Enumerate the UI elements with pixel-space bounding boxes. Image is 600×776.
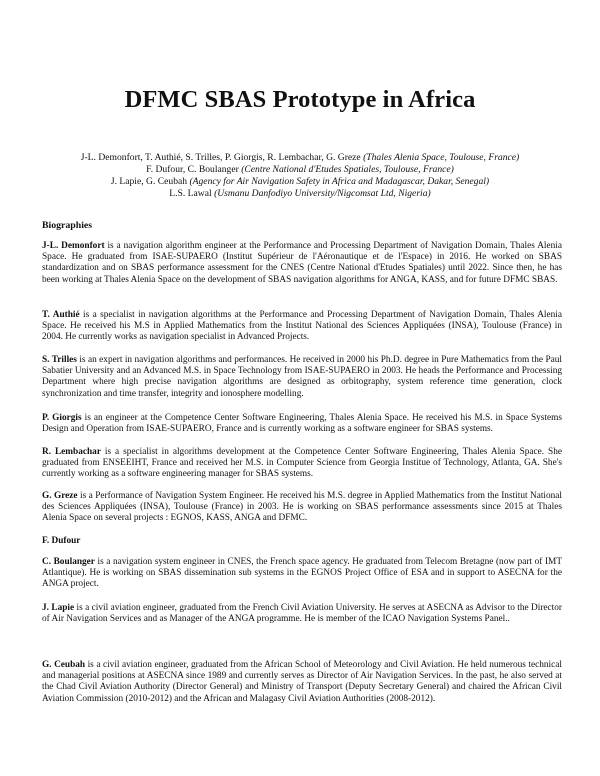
- bio-text: is an engineer at the Competence Center Software Engineering, Thales Alenia Space. He received his M.S. in Space Systems Design and Operation from ISAE-SUPAERO, France and is currently working as a software engineer for SBAS systems.: [42, 413, 562, 435]
- author-affiliation: (Usmanu Danfodiyo University/Nigcomsat Ltd, Nigeria): [214, 187, 431, 199]
- bio-paragraph: [42, 603, 562, 625]
- author-line: [30, 152, 570, 164]
- bio-text: is a Performance of Navigation System Engineer. He received his M.S. degree in Applied Mathematics from the Institut National des Sciences Appliquées (INSA), Toulouse (France) in 2003. He is working on SBAS performance assessments since 2015 at Thales Alenia Space on several projects : EGNOS, KASS, ANGA and DFMC.: [42, 491, 562, 524]
- bio-name: C. Boulanger: [42, 557, 95, 567]
- bio-text: is an expert in navigation algorithms and performances. He received in 2000 his Ph.D. degree in Pure Mathematics from the Paul Sabatier University and an Advanced M.S. in Space Technology from ISAE-SUPAERO in 2003. He heads the Performance and Processing Department where high precise navigation algorithms are designed as orbitography, system reference time generation, clock synchronization and time transfer, integrity and ionosphere modelling.: [42, 355, 562, 399]
- biographies-heading: Biographies: [42, 220, 93, 231]
- author-names: J. Lapie, G. Ceubah: [110, 175, 188, 187]
- bio-paragraph: [42, 447, 562, 481]
- bio-name: J-L. Demonfort: [42, 241, 105, 251]
- bio-text: is a specialist in navigation algorithms at the Performance and Processing Department of Navigation Domain, Thales Alenia Space. He received his M.S in Applied Mathematics from the Institut National des Sciences Appliquées (INSA), Toulouse (France) in 2004. He currently works as navigation specialist in Advanced Projects.: [42, 310, 562, 343]
- author-affiliation: (Centre National d'Etudes Spatiales, Toulouse, France): [241, 163, 454, 175]
- author-names: L.S. Lawal: [169, 187, 212, 199]
- bio-text: is a navigation algorithm engineer at the Performance and Processing Department of Navigation Domain, Thales Alenia Space. He graduated from ISAE-SUPAERO (Institut Supérieur de l'Aéronautique et de l'Espace) in 2016. He worked on SBAS standardization and on SBAS performance assessment for the CNES (Centre National d'Etudes Spatiales) until 2022. Since then, he has been working at Thales Alenia Space on the development of SBAS navigation algorithms for ANGA, KASS, and for future DFMC SBAS.: [42, 241, 562, 285]
- bio-name: R. Lembachar: [42, 447, 101, 457]
- bio-paragraph: [42, 536, 562, 547]
- bio-name: S. Trilles: [42, 355, 77, 365]
- author-names: F. Dufour, C. Boulanger: [146, 163, 239, 175]
- bio-paragraph: [42, 557, 562, 591]
- bio-paragraph: [42, 660, 562, 705]
- bio-paragraph: [42, 310, 562, 344]
- bio-paragraph: [42, 413, 562, 435]
- author-block: [30, 152, 570, 200]
- author-line: [30, 188, 570, 200]
- bio-paragraph: [42, 241, 562, 286]
- author-names: J-L. Demonfort, T. Authié, S. Trilles, P. Giorgis, R. Lembachar, G. Greze: [80, 152, 361, 163]
- bio-name: G. Ceubah: [42, 660, 86, 670]
- bio-paragraph: [42, 491, 562, 525]
- author-line: [30, 176, 570, 188]
- bio-text: is a civil aviation engineer, graduated from the French Civil Aviation University. He serves at ASECNA as Advisor to the Director of Air Navigation Services and as Manager of the ANGA programme. He is member of the ICAO Navigation Systems Panel..: [42, 603, 563, 625]
- bio-text: is a civil aviation engineer, graduated from the African School of Meteorology and Civil Aviation. He held numerous technical and managerial positions at ASECNA since 1989 and currently serves as Director of Air Navigation Services. In the past, he also served at the Chad Civil Aviation Authority (Director General) and Ministry of Transport (Deputy Secretary General) and chaired the African Civil Aviation Commission (2010-2012) and the African and Malagasy Civil Aviation Authorities (2008-2012).: [42, 660, 562, 704]
- bio-text: is a specialist in algorithms development at the Competence Center Software Engineering, Thales Alenia Space. She graduated from ENSEEIHT, France and received her M.S. in Computer Science from Georgia Institue of Technology, Atlanta, GA. She's currently working as a software engineering manager for SBAS systems.: [42, 447, 562, 480]
- bio-paragraph: [42, 355, 562, 400]
- author-line: [30, 164, 570, 176]
- author-affiliation: (Agency for Air Navigation Safety in Africa and Madagascar, Dakar, Senegal): [189, 175, 490, 187]
- paper-title: DFMC SBAS Prototype in Africa: [124, 86, 476, 113]
- bio-name: J. Lapie: [42, 603, 75, 613]
- bio-name: T. Authié: [42, 310, 80, 320]
- author-affiliation: (Thales Alenia Space, Toulouse, France): [363, 152, 520, 163]
- bio-name: G. Greze: [42, 491, 78, 501]
- bio-text: is a navigation system engineer in CNES, the French space agency. He graduated from Telecom Bretagne (now part of IMT Atlantique). He is working on SBAS dissemination sub systems in the EGNOS Project Office of ESA and in support to ASECNA for the ANGA project.: [42, 557, 562, 590]
- bio-name: P. Giorgis: [42, 413, 82, 423]
- bio-name: F. Dufour: [42, 536, 81, 546]
